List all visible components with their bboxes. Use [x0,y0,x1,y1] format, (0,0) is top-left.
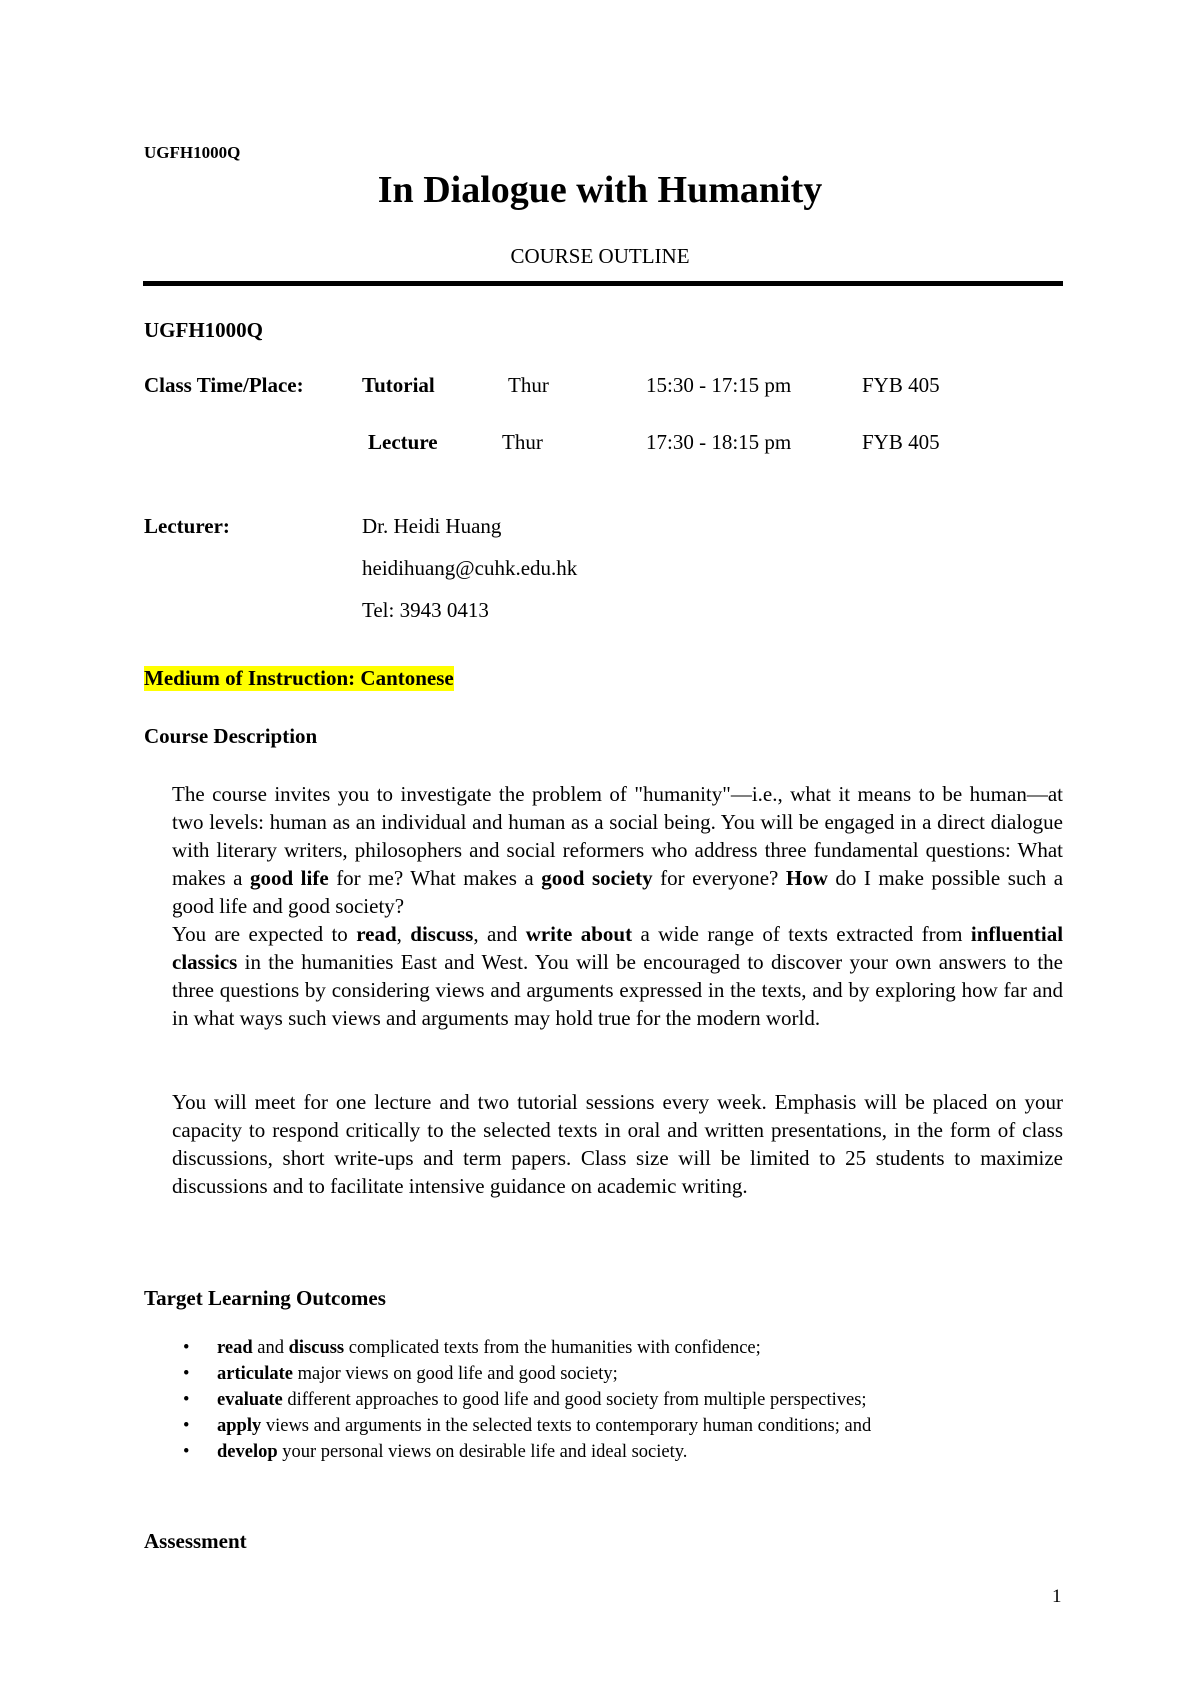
course-description-paragraph-3: You will meet for one lecture and two tutorial sessions every week. Emphasis will be placed on your capacity to respond critically to the selected texts in oral and written presentations, in the form of class discussions, short write-ups and term papers. Class size will be limited to 25 students to maximize discussions and to facilitate intensive guidance on academic writing. [172,1090,1063,1198]
course-description-paragraph-1: The course invites you to investigate the problem of "humanity"—i.e., what it means to be human—at two levels: human as an individual and human as a social being. You will be engaged in a direct dialogue with literary writers, philosophers and social reformers who address three fundamental questions: What makes a good life for me? What makes a good society for everyone? How do I make possible such a good life and good society? [172,782,1064,918]
lecturer-label: Lecturer: [144,514,230,538]
bullet-icon: • [183,1416,190,1436]
bullet-icon: • [183,1390,190,1410]
schedule-time-tutorial: 15:30 - 17:15 pm [646,373,792,397]
course-code: UGFH1000Q [144,318,263,342]
list-item: • read and discuss complicated texts from the humanities with confidence; [178,1335,871,1361]
schedule-venue-tutorial: FYB 405 [862,373,940,397]
page-subtitle: COURSE OUTLINE [510,244,690,268]
medium-of-instruction: Medium of Instruction: Cantonese [144,666,454,690]
learning-outcomes-heading: Target Learning Outcomes [144,1286,386,1310]
bullet-icon: • [183,1364,190,1384]
list-item: • evaluate different approaches to good life and good society from multiple perspectives; [178,1387,871,1413]
course-description-heading: Course Description [144,724,318,748]
schedule-day-lecture: Thur [502,430,543,454]
class-time-label: Class Time/Place: [144,373,304,397]
bullet-icon: • [183,1338,190,1358]
course-code-header: UGFH1000Q [144,143,241,162]
schedule-day-tutorial: Thur [508,373,549,397]
page-title: In Dialogue with Humanity [377,169,823,211]
schedule-type-tutorial: Tutorial [362,373,435,397]
page-number: 1 [1052,1586,1062,1607]
schedule-venue-lecture: FYB 405 [862,430,940,454]
lecturer-name: Dr. Heidi Huang [362,514,502,538]
lecturer-email[interactable]: heidihuang@cuhk.edu.hk [362,556,578,580]
list-item: • develop your personal views on desirable life and ideal society. [178,1439,871,1465]
horizontal-rule [143,281,1063,286]
schedule-type-lecture: Lecture [368,430,438,454]
assessment-heading: Assessment [144,1529,247,1553]
list-item: • articulate major views on good life and good society; [178,1361,871,1387]
lecturer-tel: Tel: 3943 0413 [362,598,489,622]
schedule-time-lecture: 17:30 - 18:15 pm [646,430,792,454]
list-item: • apply views and arguments in the selected texts to contemporary human conditions; and [178,1413,871,1439]
bullet-icon: • [183,1442,190,1462]
learning-outcomes-list [178,1335,871,1465]
course-description-paragraph-2: You are expected to read, discuss, and write about a wide range of texts extracted from influential classics in the humanities East and West. You will be encouraged to discover your own answers to the three questions by considering views and arguments expressed in the texts, and by exploring how far and in what ways such views and arguments may hold true for the modern world. [172,922,1064,1030]
